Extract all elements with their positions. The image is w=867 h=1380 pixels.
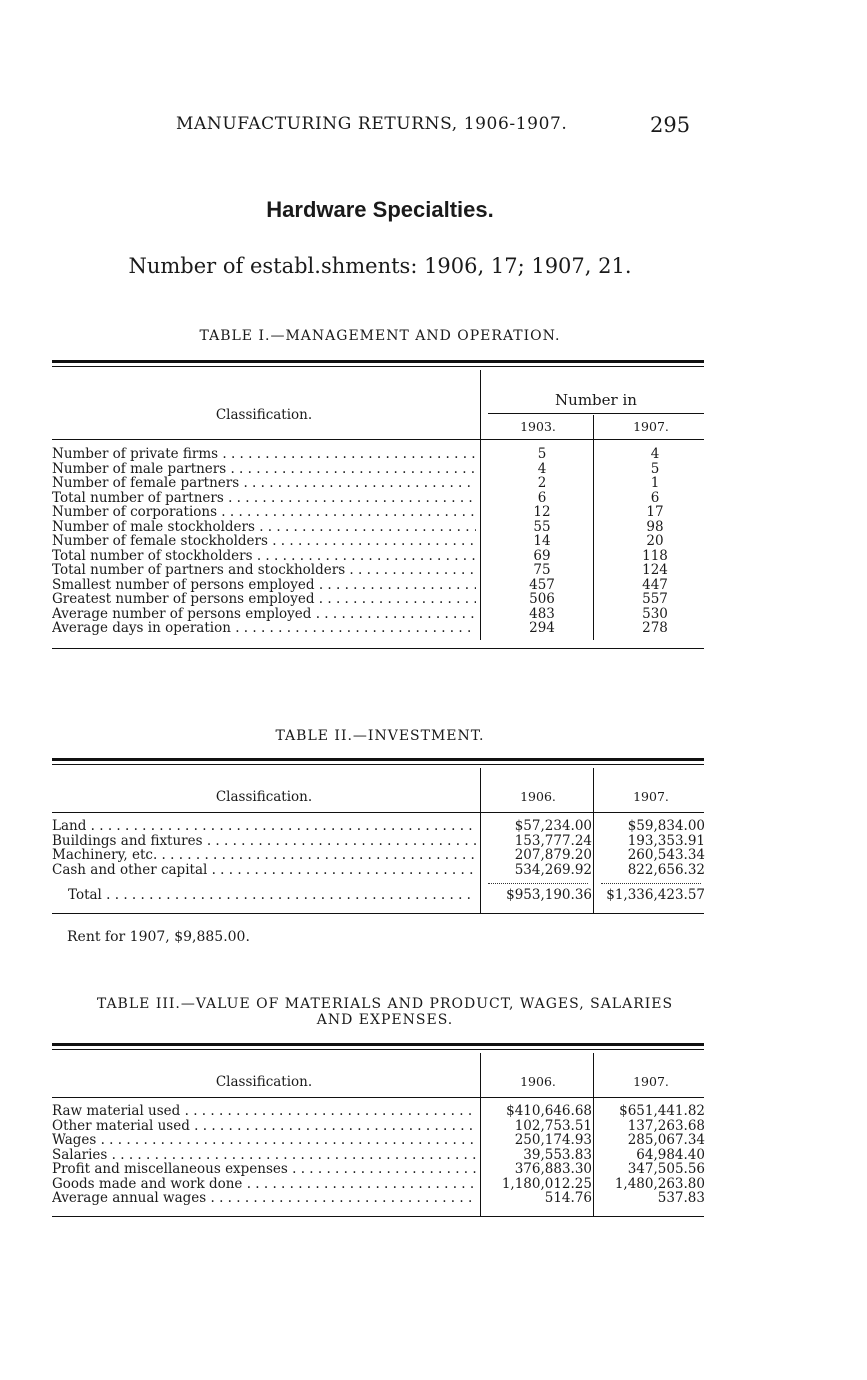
table1-col-classification: Classification.: [215, 407, 313, 423]
value-1907: 98: [646, 518, 664, 535]
table3-col-classification: Classification.: [215, 1074, 313, 1090]
value-1906: $57,234.00: [514, 818, 592, 834]
table1-bottom-rule: [52, 648, 704, 649]
value-1907: 260,543.34: [627, 847, 705, 863]
table-row: [52, 491, 704, 506]
table2-col-1907: 1907.: [633, 789, 669, 804]
table-row: [52, 848, 704, 863]
total-label: Total . . .: [52, 885, 476, 905]
table-row: [52, 621, 704, 636]
table-row: [52, 563, 704, 578]
value-1907: 1: [650, 475, 660, 491]
total-row: [52, 885, 704, 905]
table1-group-rule: [488, 413, 704, 414]
table3-col-1907: 1907.: [633, 1074, 669, 1089]
table-row: [52, 607, 704, 622]
table3-caption: [40, 996, 730, 1028]
total-1906: $953,190.36: [506, 887, 592, 903]
total-1907: $1,336,423.57: [606, 887, 705, 903]
total-rule-1907: [601, 883, 701, 884]
table2: [52, 758, 704, 914]
row-label: Machinery, etc. . . .: [52, 848, 476, 863]
rent-note: Rent for 1907, $9,885.00.: [67, 929, 250, 945]
row-label: Buildings and fixtures . . .: [52, 834, 476, 849]
value-1906: 250,174.93: [514, 1132, 592, 1148]
value-1907: 537.83: [657, 1190, 705, 1206]
value-1907: 118: [642, 547, 668, 564]
value-1906: 2: [537, 475, 547, 491]
table1-top-rule: [52, 360, 704, 363]
table-row: [52, 1162, 704, 1177]
table1-col-group: Number in: [555, 391, 637, 409]
table3-col-1906: 1906.: [520, 1074, 556, 1089]
value-1906: $410,646.68: [506, 1103, 592, 1119]
value-1906: 55: [533, 518, 551, 535]
value-1907: 4: [650, 446, 660, 462]
value-1906: 12: [533, 504, 551, 520]
table-row: [52, 1104, 704, 1119]
value-1907: 347,505.56: [627, 1161, 705, 1177]
row-label: Salaries . . .: [52, 1148, 476, 1163]
table3-caption-line2: AND EXPENSES.: [316, 1012, 454, 1028]
table-row: [52, 863, 704, 878]
row-label: Total number of partners . . .: [52, 491, 476, 506]
table-row: [52, 819, 704, 834]
total-spacer: [52, 877, 704, 885]
value-1907: 285,067.34: [627, 1132, 705, 1148]
value-1907: 193,353.91: [627, 832, 705, 849]
value-1906: 457: [529, 576, 555, 593]
value-1906: 6: [537, 489, 547, 506]
table2-col-1906: 1906.: [520, 789, 556, 804]
value-1907: 6: [650, 489, 660, 506]
table3-header: [52, 1050, 704, 1094]
row-label: Smallest number of persons employed . . .: [52, 578, 476, 593]
row-label: Number of female partners . . .: [52, 476, 476, 491]
value-1906: 483: [529, 605, 555, 622]
row-label: Number of corporations . . .: [52, 505, 476, 520]
row-label: Greatest number of persons employed . . .: [52, 592, 476, 607]
table1: [52, 360, 704, 649]
row-label: Average annual wages . . .: [52, 1191, 476, 1206]
value-1906: 4: [537, 460, 547, 477]
table1-header: [52, 367, 704, 435]
table-row: [52, 834, 704, 849]
row-label: Total number of stockholders . . .: [52, 549, 476, 564]
table1-caption: TABLE I.—MANAGEMENT AND OPERATION.: [199, 328, 561, 344]
value-1907: $651,441.82: [619, 1103, 705, 1119]
value-1906: 376,883.30: [514, 1161, 592, 1177]
table2-col-classification: Classification.: [215, 789, 313, 805]
table-row: [52, 520, 704, 535]
value-1906: 102,753.51: [514, 1117, 592, 1134]
value-1906: 5: [537, 446, 547, 462]
row-label: Number of male stockholders . . .: [52, 520, 476, 535]
table-row: [52, 1191, 704, 1206]
table2-header-rule: [52, 812, 704, 813]
page-title: Hardware Specialties.: [266, 197, 494, 222]
value-1906: 153,777.24: [514, 832, 592, 849]
table-row: [52, 1177, 704, 1192]
table3-caption-line1: TABLE III.—VALUE OF MATERIALS AND PRODUCT, WAGES, SALARIES: [96, 996, 674, 1012]
value-1907: 137,263.68: [627, 1117, 705, 1134]
value-1907: 1,480,263.80: [614, 1175, 705, 1192]
value-1907: 278: [642, 620, 668, 636]
table3-header-rule: [52, 1097, 704, 1098]
table-row: [52, 1119, 704, 1134]
value-1907: 20: [646, 533, 664, 549]
value-1907: 17: [646, 504, 664, 520]
table-row: [52, 1133, 704, 1148]
row-label: Profit and miscellaneous expenses . . .: [52, 1162, 476, 1177]
table-row: [52, 578, 704, 593]
table-row: [52, 592, 704, 607]
table1-col-1906: 1903.: [520, 419, 556, 434]
row-label: Goods made and work done . . .: [52, 1177, 476, 1192]
total-rule-1906: [488, 883, 588, 884]
row-label: Other material used . . .: [52, 1119, 476, 1134]
value-1906: 75: [533, 562, 551, 578]
table-row: [52, 1148, 704, 1163]
establishments-count: Number of establ.shments: 1906, 17; 1907, 21.: [128, 254, 632, 278]
row-label: Raw material used . . .: [52, 1104, 476, 1119]
value-1906: 514.76: [544, 1190, 592, 1206]
row-label: Average days in operation . . .: [52, 621, 476, 636]
row-label: Average number of persons employed . . .: [52, 607, 476, 622]
table3: [52, 1043, 704, 1217]
value-1907: 557: [642, 591, 668, 607]
value-1906: 207,879.20: [514, 847, 592, 863]
running-head: MANUFACTURING RETURNS, 1906-1907.: [176, 114, 568, 134]
row-label: Number of private firms . . .: [52, 447, 476, 462]
value-1906: 294: [529, 620, 555, 636]
table-row: [52, 505, 704, 520]
value-1907: $59,834.00: [627, 818, 705, 834]
table2-caption: TABLE II.—INVESTMENT.: [275, 728, 485, 744]
table1-col-1907: 1907.: [633, 419, 669, 434]
table-row: [52, 534, 704, 549]
value-1906: 14: [533, 533, 551, 549]
row-label: Total number of partners and stockholders . . .: [52, 563, 476, 578]
table2-top-rule: [52, 758, 704, 761]
table2-bottom-rule: [52, 913, 704, 914]
table2-body: [52, 809, 704, 905]
table-row: [52, 462, 704, 477]
table2-header: [52, 765, 704, 809]
value-1907: 124: [642, 562, 668, 578]
row-label: Number of female stockholders . . .: [52, 534, 476, 549]
value-1906: 69: [533, 547, 551, 564]
value-1907: 64,984.40: [636, 1146, 705, 1163]
row-label: Wages . . .: [52, 1133, 476, 1148]
row-label: Land . . .: [52, 819, 476, 834]
row-label: Cash and other capital . . .: [52, 863, 476, 878]
table-row: [52, 476, 704, 491]
table-row: [52, 549, 704, 564]
table3-body: [52, 1094, 704, 1206]
value-1906: 506: [529, 591, 555, 607]
table1-header-rule: [52, 439, 704, 440]
value-1906: 39,553.83: [523, 1146, 592, 1163]
table-row: [52, 447, 704, 462]
table1-body: [52, 435, 704, 636]
row-label: Number of male partners . . .: [52, 462, 476, 477]
value-1907: 5: [650, 460, 660, 477]
value-1906: 534,269.92: [514, 861, 592, 878]
value-1907: 447: [642, 576, 668, 593]
table3-bottom-rule: [52, 1216, 704, 1217]
page-number: 295: [650, 113, 691, 137]
value-1907: 822,656.32: [627, 861, 705, 878]
table3-top-rule: [52, 1043, 704, 1046]
value-1906: 1,180,012.25: [501, 1175, 592, 1192]
value-1907: 530: [642, 605, 668, 622]
